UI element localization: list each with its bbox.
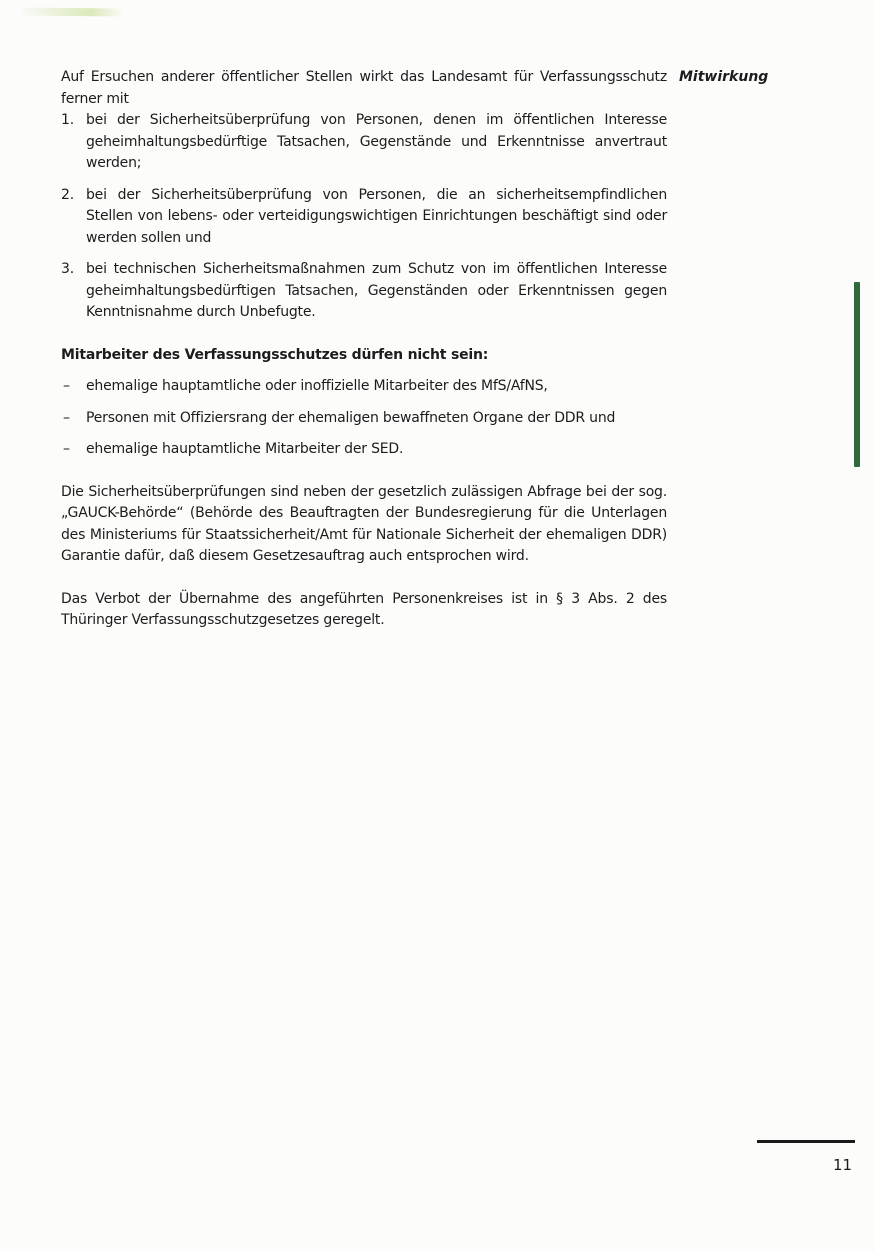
item-text: bei der Sicherheitsüberprüfung von Personen, denen im öffentlichen Interesse geheimhaltungsbedürftige Tatsachen, Gegenstände und Erkenntnisse anvertraut werden; <box>86 112 667 171</box>
numbered-item <box>61 185 667 250</box>
dash-item <box>61 408 667 430</box>
dash-marker: – <box>63 441 70 457</box>
item-number: 3. <box>61 261 74 277</box>
margin-marker-bar <box>854 282 860 467</box>
footer-rule <box>757 1140 855 1143</box>
item-text: bei der Sicherheitsüberprüfung von Personen, die an sicherheitsempfindlichen Stellen von lebens- oder verteidigungswichtigen Einrichtungen beschäftigt sind oder werden sollen und <box>86 186 667 246</box>
margin-note: Mitwirkung <box>679 69 769 85</box>
numbered-item <box>61 259 667 324</box>
corner-highlight-mark <box>22 7 122 16</box>
item-number: 1. <box>61 112 74 128</box>
prohibition-paragraph: Das Verbot der Übernahme des angeführten Personenkreises ist in § 3 Abs. 2 des Thüringer Verfassungsschutzgesetzes geregelt. <box>61 590 667 628</box>
item-text: bei technischen Sicherheitsmaßnahmen zum Schutz von im öffentlichen Interesse geheimhaltungsbedürftigen Tatsachen, Gegenständen oder Erkenntnissen gegen Kenntnisnahme durch Unbefugte. <box>86 261 667 320</box>
dash-item <box>61 376 667 398</box>
dash-marker: – <box>63 409 70 426</box>
numbered-item <box>61 110 667 175</box>
dash-list <box>61 376 667 461</box>
numbered-list <box>61 110 667 324</box>
dash-item <box>61 439 667 461</box>
gauck-paragraph: Die Sicherheitsüberprüfungen sind neben der gesetzlich zulässigen Abfrage bei der sog. „GAUCK-Behörde“ (Behörde des Beauftragten der Bundesregierung für die Unterlagen des Ministeriums für Staatssicherheit/Amt für Nationale Sicherheit der ehemaligen DDR) Garantie dafür, daß diesem Gesetzesauftrag auch entsprochen wird. <box>61 483 667 564</box>
page-number: 11 <box>833 1156 853 1174</box>
item-text: Personen mit Offiziersrang der ehemaligen bewaffneten Organe der DDR und <box>86 409 616 426</box>
intro-paragraph: Auf Ersuchen anderer öffentlicher Stellen wirkt das Landesamt für Verfassungsschutz ferner mit <box>61 69 667 107</box>
item-text: ehemalige hauptamtliche Mitarbeiter der SED. <box>86 441 404 457</box>
dash-marker: – <box>63 378 70 394</box>
section-heading: Mitarbeiter des Verfassungsschutzes dürfen nicht sein: <box>61 346 489 363</box>
item-number: 2. <box>61 186 74 203</box>
main-text <box>61 67 667 632</box>
item-text: ehemalige hauptamtliche oder inoffizielle Mitarbeiter des MfS/AfNS, <box>86 378 548 394</box>
